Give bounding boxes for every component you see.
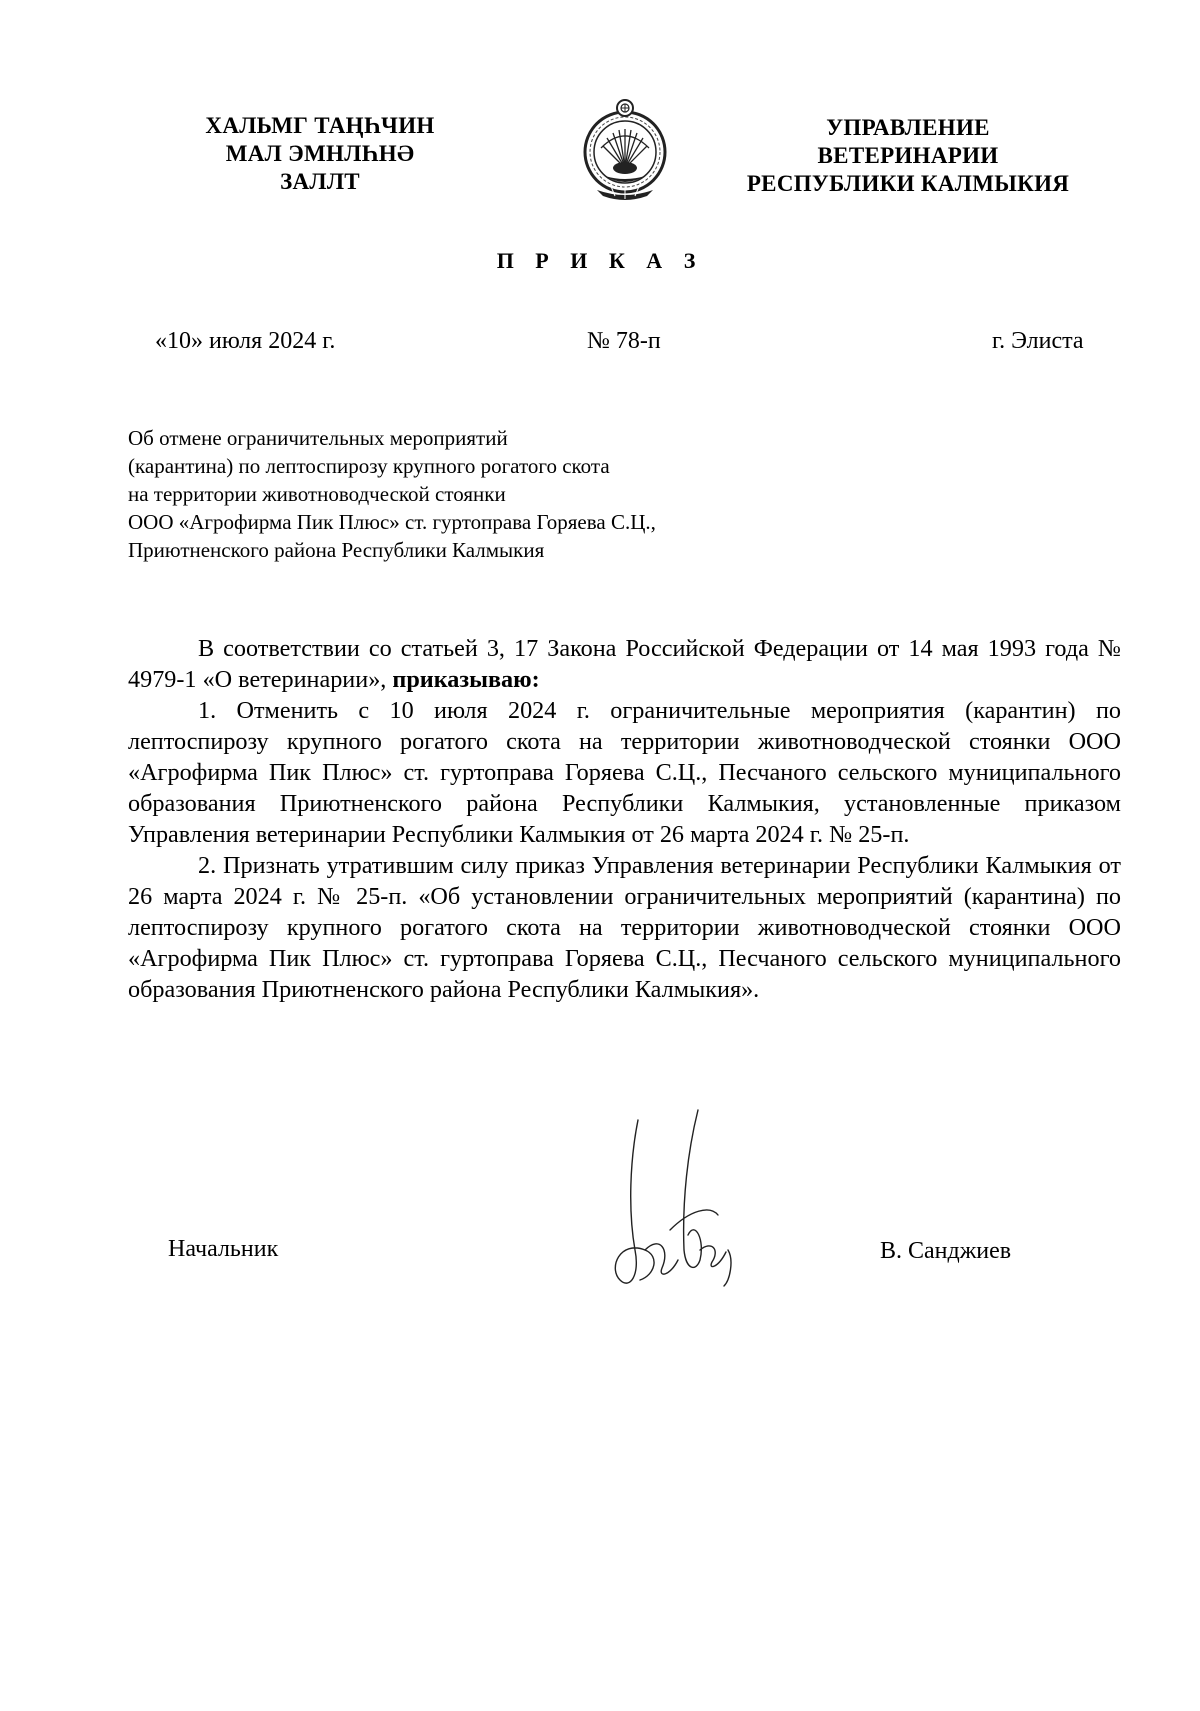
- document-city: г. Элиста: [992, 328, 1084, 354]
- subject-line: (карантина) по лептоспирозу крупного рогатого скота: [128, 454, 610, 478]
- signatory-position: Начальник: [168, 1236, 279, 1262]
- header-right-line: РЕСПУБЛИКИ КАЛМЫКИЯ: [746, 171, 1070, 196]
- header-left-line: ХАЛЬМГ ТАҢҺЧИН: [205, 113, 435, 138]
- intro-paragraph: [128, 633, 1121, 695]
- handwritten-signature: [600, 1100, 760, 1300]
- signatory-name: В. Санджиев: [880, 1238, 1012, 1264]
- header-left-line: МАЛ ЭМНЛҺНӘ: [225, 141, 415, 166]
- header-right-line: ВЕТЕРИНАРИИ: [817, 143, 999, 168]
- header-right-line: УПРАВЛЕНИЕ: [826, 115, 990, 140]
- document-number: № 78-п: [587, 328, 661, 354]
- subject-line: Об отмене ограничительных мероприятий: [128, 426, 508, 450]
- header-left-kalmyk: [190, 112, 450, 196]
- subject-line: ООО «Агрофирма Пик Плюс» ст. гуртоправа Горяева С.Ц.,: [128, 510, 656, 534]
- subject-line: на территории животноводческой стоянки: [128, 482, 506, 506]
- header-right-russian: [738, 114, 1078, 198]
- header-left-line: ЗАЛЛТ: [280, 169, 360, 194]
- order-item-2: 2. Признать утратившим силу приказ Управления ветеринарии Республики Калмыкия от 26 марта 2024 г. № 25-п. «Об установлении ограничительных мероприятий (карантина) по лептоспирозу крупного рогатого скота на территории животноводческой стоянки ООО «Агрофирма Пик Плюс» ст. гуртоправа Горяева С.Ц., Песчаного сельского муниципального образования Приютненского района Республики Калмыкия».: [128, 852, 1121, 1003]
- order-word: приказываю:: [392, 666, 540, 693]
- document-subject: [128, 424, 656, 564]
- document-date: «10» июля 2024 г.: [155, 328, 336, 354]
- order-item-1: 1. Отменить с 10 июля 2024 г. ограничительные мероприятия (карантин) по лептоспирозу крупного рогатого скота на территории животноводческой стоянки ООО «Агрофирма Пик Плюс» ст. гуртоправа Горяева С.Ц., Песчаного сельского муниципального образования Приютненского района Республики Калмыкия, установленные приказом Управления ветеринарии Республики Калмыкия от 26 марта 2024 г. № 25-п.: [128, 697, 1121, 848]
- intro-text: В соответствии со статьей 3, 17 Закона Российской Федерации от 14 мая 1993 года № 4979-1 «О ветеринарии»,: [128, 635, 1121, 693]
- kalmykia-coat-of-arms-icon: [575, 96, 675, 206]
- subject-line: Приютненского района Республики Калмыкия: [128, 538, 545, 562]
- document-body: [128, 633, 1121, 1005]
- document-title: П Р И К А З: [496, 248, 704, 273]
